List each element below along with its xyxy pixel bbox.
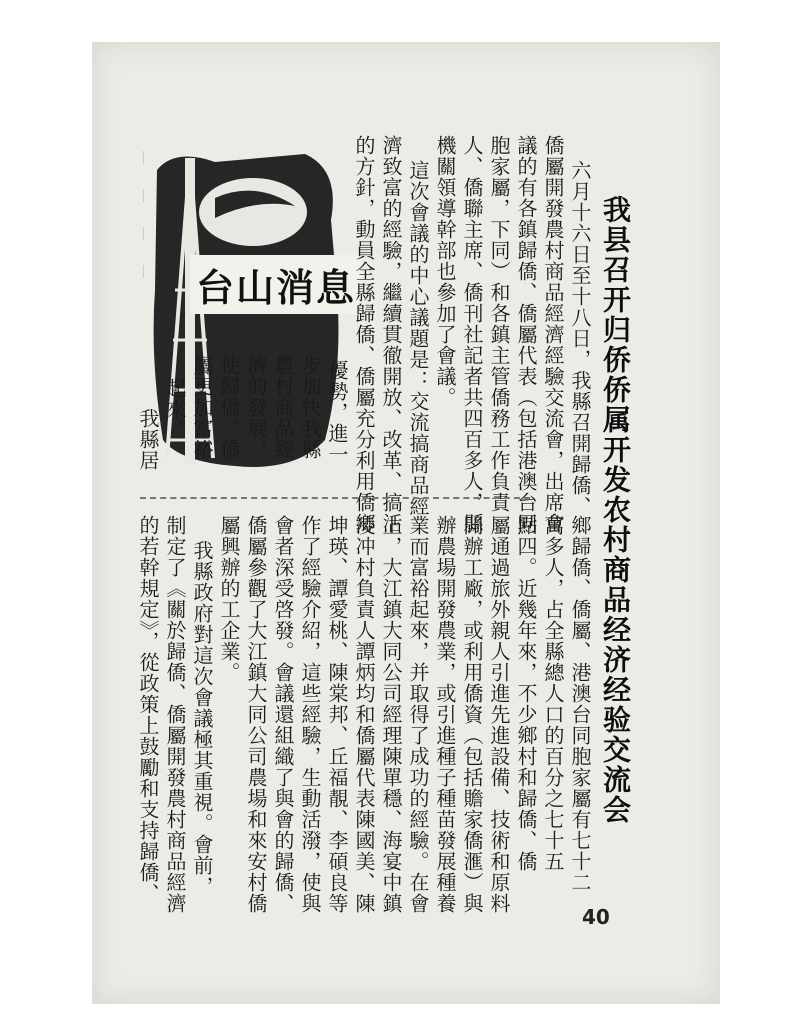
text-column: 屬通過旅外親人引進先進設備、技術和原料 [487,515,511,914]
text-column: 業而富裕起來，并取得了成功的經驗。在會 [406,515,430,914]
text-column: 起來。 [163,378,187,441]
section-divider [140,497,530,499]
text-column: 的方針，動員全縣歸僑、僑屬充分利用僑鄉 [352,135,376,534]
bleed-through-text: | | | | [136,150,151,283]
text-column: 屬更加富裕 [190,355,214,460]
text-column: 的若幹規定》，從政策上鼓勵和支持歸僑、 [136,515,160,904]
text-column: 會者深受啓發。會議還組織了與會的歸僑、 [271,515,295,914]
text-column: 步加快我縣 [298,355,322,460]
text-column: 六月十六日至十八日，我縣召開歸僑、 [568,160,592,517]
text-column: 萬多人，占全縣總人口的百分之七十五 [541,515,565,872]
text-column: 農村商品經 [271,355,295,460]
text-column: 制定了《關於歸僑、僑屬開發農村商品經濟 [163,515,187,914]
logo-label: 台山消息 [190,255,362,314]
text-column: 僑屬參觀了大江鎮大同公司農場和來安村僑 [244,515,268,914]
text-column: 濟致富的經驗，繼續貫徹開放、改革、搞活 [379,135,403,534]
text-column: 屬興辦的工企業。 [217,515,241,683]
text-column: 我縣政府對這次會議極其重視。會前， [190,540,214,897]
text-column: 使歸僑、僑 [217,355,241,460]
text-column: 優勢，進一 [325,360,349,465]
text-column: 議的有各鎮歸僑、僑屬代表（包括港澳台同 [514,135,538,534]
page-number: 40 [582,905,610,929]
text-column: 我縣居 [136,408,160,471]
text-column: 開辦工廠，或利用僑資（包括贍家僑滙）與 [460,515,484,914]
text-column: 上，大江鎮大同公司經理陳單穩、海宴中鎮 [379,515,403,914]
text-column: 坤瑛、譚愛桃、陳棠邦、丘福靚、李碩良等 [325,515,349,914]
text-column: 凌冲村負責人譚炳均和僑屬代表陳國美、陳 [352,515,376,914]
article-title: 我县召开归侨侨属开发农村商品经济经验交流会 [599,195,632,825]
text-column: 胞家屬，下同）和各鎮主管僑務工作負責 [487,135,511,513]
text-column: 作了經驗介紹，這些經驗，生動活潑，使與 [298,515,322,914]
text-column: 點四。近幾年來，不少鄉村和歸僑、僑 [514,515,538,872]
text-column: 僑屬開發農村商品經濟經驗交流會，出席會 [541,135,565,534]
text-column: 這次會議的中心議題是：交流搞商品經 [406,160,430,517]
text-column: 濟的發展， [244,355,268,460]
text-column: 辦農場開發農業，或引進種子種苗發展種養 [433,515,457,914]
text-column: 機關領導幹部也參加了會議。 [433,135,457,408]
text-column: 鄉歸僑、僑屬、港澳台同胞家屬有七十二 [568,515,592,893]
text-column: 人、僑聯主席、僑刊社記者共四百多人，縣 [460,135,484,534]
